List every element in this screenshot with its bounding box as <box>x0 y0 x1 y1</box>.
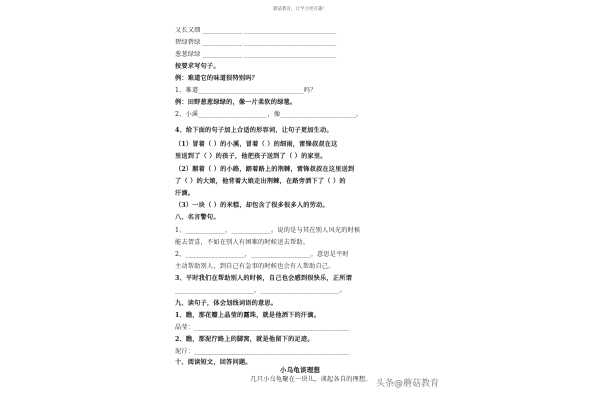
phrase-1-answer: 晶莹：_______________________________________________ <box>175 324 349 331</box>
section-10-title: 十、阅读短文，回答问题。 <box>175 359 252 366</box>
proverb-2b: 主动帮助别人，到自己有急事的时候也会有人帮助自己。 <box>175 263 335 270</box>
sentence-1a: （1）冒着（ ）的小溪，冒着（ ）的细雨，雷锋叔叔在这 <box>175 141 338 148</box>
story-title: 小乌龟谈理想 <box>279 366 321 374</box>
word-line-3: 葱葱绿绿 ____________ ____________________________ <box>175 51 337 58</box>
exercise-1: 1、难道________________________________吗？ <box>175 87 317 94</box>
word-line-2: 碧绿碧绿 ____________ ____________________________ <box>175 39 337 46</box>
sentence-2c: 汗滴。 <box>175 190 195 197</box>
example-2: 例：田野葱葱绿绿的，像一片柔软的绿毯。 <box>175 99 297 106</box>
watermark: 头条@蘑菇教育 <box>376 379 440 389</box>
story-first-line: 几只小乌龟聚在一块儿，谈起各自的理想。 <box>250 376 372 383</box>
sentence-3: （3）一块（ ）的米糕，却包含了很多很多人的劳动。 <box>175 202 329 209</box>
example-1: 例：难道它的味道很特别吗？ <box>175 75 259 82</box>
proverb-2a: 2、__________________，__________________。意思是平时 <box>175 251 349 258</box>
proverb-1a: 1、____________，____________。说的是与其在别人风光的时候 <box>175 227 361 234</box>
section-8-title: 八、名言警句。 <box>175 214 220 221</box>
sentence-1b: 里送到了（ ）的孩子，他把孩子送到了（ ）的家里。 <box>175 153 327 160</box>
section-instruction: 按要求写句子。 <box>175 63 220 70</box>
word-line-1: 又长又细 ____________ ____________________________ <box>175 27 337 34</box>
section-9-title: 九、读句子，体会划线词语的意思。 <box>175 300 278 307</box>
page-header: 蘑菇教育，让学习更有趣！ <box>273 7 327 12</box>
proverb-1b: 能去贺喜，不如在别人有困难的时候送去帮助。 <box>175 239 310 246</box>
proverb-3a: 3、平时我们在帮助别人的时候，自己也会感到很快乐，正所谓 <box>175 275 352 282</box>
sentence-2a: （2）顺着（ ）的小路，踏着路上的荆棘，雷锋叔叔在这里送到 <box>175 166 355 173</box>
section-4-title: 4、给下面的句子加上合适的形容词，让句子更加生动。 <box>175 127 333 134</box>
sentence-2b: 了（ ）的大娘，他背着大娘走出荆棘，在路旁洒下了（ ）的 <box>175 178 346 185</box>
exercise-2: 2、小溪_____________________，像_______________________。 <box>175 111 363 118</box>
proverb-3b: ________________________，________________________。 <box>175 287 346 294</box>
phrase-2-answer: 泥泞：_______________________________________________ <box>175 348 349 355</box>
phrase-2: 2、瞧，那泥泞路上的脚窝，就是他留下的足迹。 <box>175 336 314 343</box>
phrase-1: 1、瞧，那花瓣上晶莹的露珠，就是他洒下的汗滴。 <box>175 312 321 319</box>
